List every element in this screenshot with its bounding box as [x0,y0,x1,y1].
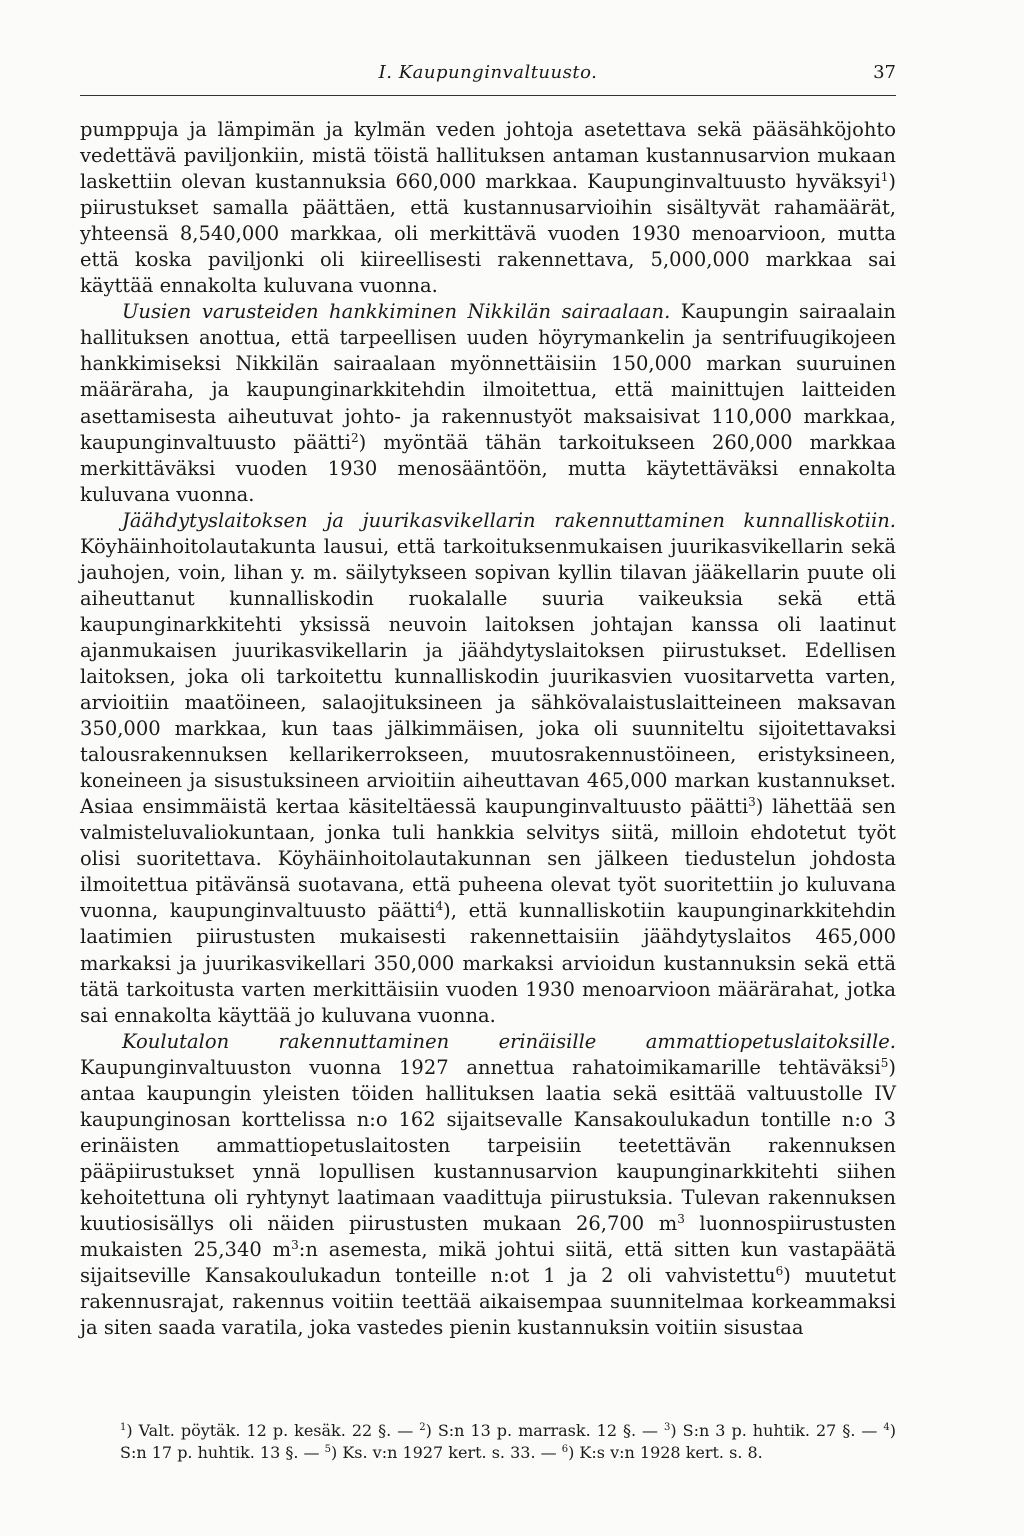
text-run: Kaupunginvaltuuston vuonna 1927 annettua rahatoimikamarille tehtäväksi [80,1055,881,1079]
footnote-mark-3: 3 [664,1422,671,1433]
footnote-1: ) Valt. pöytäk. 12 p. kesäk. 22 §. — [126,1421,420,1440]
cubic-superscript: 3 [291,1238,299,1253]
footnote-6: ) K:s v:n 1928 kert. s. 8. [568,1442,763,1462]
footnote-4: ) S:n 17 p. huhtik. 13 §. — [120,1421,897,1462]
text-run: Kaupungin sairaalain hallituksen anottua, että tarpeellisen uuden höyrymankelin ja sentrifuugikojeen hankkimiseksi Nikkilän sairaalaan myönnettäisiin 150,000 markan suuruinen määräraha, ja kaupunginarkkitehdin ilmoitettua, että mainittujen laitteiden asettamisesta aiheutuvat johto- ja rakennustyöt maksaisivat 110,000 markkaa, kaupunginvaltuusto päätti [80,300,896,454]
footnote-mark-4: 4 [883,1422,890,1433]
footnote-ref-4[interactable]: 4 [435,899,444,914]
footnote-ref-3[interactable]: 3 [748,795,756,810]
footnote-3: ) S:n 3 p. huhtik. 27 §. — [670,1421,884,1440]
footnotes [80,1420,896,1463]
paragraph-paviljonki [80,117,896,299]
header-rule [80,95,896,96]
footnote-ref-1[interactable]: 1 [880,170,889,185]
body-text [80,117,896,1341]
section-heading: Koulutalon rakennuttaminen erinäisille ammattiopetuslaitoksille. [122,1029,896,1053]
text-run: ) lähettää sen valmisteluvaliokuntaan, jonka tuli hankkia selvitys siitä, milloin ehdotetut työt olisi suoritettava. Köyhäinhoitolautakunnan sen jälkeen tiedustelun johdosta ilmoitettua pitävänsä suotavana, että puheena olevat työt suoritettiin jo kuluvana vuonna, kaupunginvaltuusto päätti [80,795,896,923]
paragraph-nikkila [80,299,896,507]
page-number: 37 [873,62,896,83]
paragraph-koulutalo [80,1029,896,1342]
cubic-superscript: 3 [677,1211,685,1226]
running-title: I. Kaupunginvaltuusto. [378,62,598,83]
footnote-mark-6: 6 [561,1443,569,1455]
paragraph-jaahdytyslaitos [80,508,896,1029]
footnote-5: ) Ks. v:n 1927 kert. s. 33. — [331,1442,562,1462]
footnote-2: ) S:n 13 p. marrask. 12 §. — [425,1421,665,1440]
text-run: Köyhäinhoitolautakunta lausui, että tarkoituksenmukaisen juurikasvikellarin sekä jauhojen, voin, lihan y. m. säilytykseen sopivan kyllin tilavan jääkellarin puute oli aiheuttanut kunnalliskodin ruokalalle suuria vaikeuksia sekä että kaupunginarkkitehti yksissä neuvoin laitoksen johtajan kanssa oli laatinut ajanmukaisen juurikasvikellarin ja jäähdytyslaitoksen piirustukset. Edellisen laitoksen, joka oli tarkoitettu kunnalliskodin juurikasvien vuositarvetta varten, arvioitiin maatöineen, salaojituksineen ja sähkövalaistuslaitteineen maksavan 350,000 markkaa, kun taas jälkimmäisen, joka oli suunniteltu sijoitettavaksi talousrakennuksen kellarikerrokseen, muutosrakennustöineen, eristyksineen, koneineen ja sisustuksineen arvioitiin aiheuttavan 465,000 markan kustannukset. Asiaa ensimmäistä kertaa käsiteltäessä kaupunginvaltuusto päätti [80,534,896,819]
footnote-block [80,1420,896,1463]
footnote-ref-2[interactable]: 2 [351,430,359,445]
footnote-ref-5[interactable]: 5 [880,1055,889,1070]
text-run: :n asemesta, mikä johtui siitä, että sitten kun vastapäätä sijaitseville Kansakoulukadun tonteille n:ot 1 ja 2 oli vahvistettu [80,1238,896,1288]
text-run: ) muutetut rakennusrajat, rakennus voitiin teettää aikaisempaa suunnitelmaa korkeammaksi ja siten saada varatila, joka vastedes pienin kustannuksin voitiin sisustaa [80,1264,896,1340]
text-run: ) antaa kaupungin yleisten töiden hallituksen laatia sekä esittää valtuustolle IV kaupunginosan korttelissa n:o 162 sijaitsevalle Kansakoulukadun tontille n:o 3 erinäisten ammattiopetuslaitosten tarpeisiin teetettävän rakennuksen pääpiirustukset ynnä lopullisen kustannusarvion kaupunginarkkitehti siihen kehoitettuna oli ryhtynyt laatimaan vaadittuja piirustuksia. Tulevan rakennuksen kuutiosisällys oli näiden piirustusten mukaan 26,700 m [80,1055,896,1235]
footnote-mark-5: 5 [324,1443,332,1455]
text-run: pumppuja ja lämpimän ja kylmän veden johtoja asetettava sekä pääsähköjohto vedettävä paviljonkiin, mistä töistä hallituksen antaman kustannusarvion mukaan laskettiin olevan kustannuksia 660,000 markkaa. Kaupunginvaltuusto hyväksyi [80,118,896,194]
running-header [80,58,896,90]
text-run: luonnospiirustusten mukaisten 25,340 m [80,1211,897,1262]
section-heading: Jäähdytyslaitoksen ja juurikasvikellarin rakennuttaminen kunnalliskotiin. [122,508,896,532]
footnote-ref-6[interactable]: 6 [775,1264,784,1279]
section-heading: Uusien varusteiden hankkiminen Nikkilän sairaalaan. [122,300,671,324]
text-run: ) piirustukset samalla päättäen, että kustannusarvioihin sisältyvät rahamäärät, yhteensä 8,540,000 markkaa, oli merkittävä vuoden 1930 menoarvioon, mutta että koska paviljonki oli kiireellisesti rakennettava, 5,000,000 markkaa sai käyttää ennakolta kuluvana vuonna. [80,170,896,298]
text-run: ) myöntää tähän tarkoitukseen 260,000 markkaa merkittäväksi vuoden 1930 menosääntöön, mutta käytettäväksi ennakolta kuluvana vuonna. [80,430,897,506]
text-run: ), että kunnalliskotiin kaupunginarkkitehdin laatimien piirustusten mukaisesti rakennettaisiin jäähdytyslaitos 465,000 markaksi ja juurikasvikellari 350,000 markaksi arvioidun kustannuksin sekä että tätä tarkoitusta varten merkittäisiin vuoden 1930 menoarvioon määrärahat, jotka sai ennakolta käyttää jo kuluvana vuonna. [80,899,896,1027]
footnote-mark-2: 2 [419,1422,426,1433]
footnote-mark-1: 1 [120,1422,127,1433]
